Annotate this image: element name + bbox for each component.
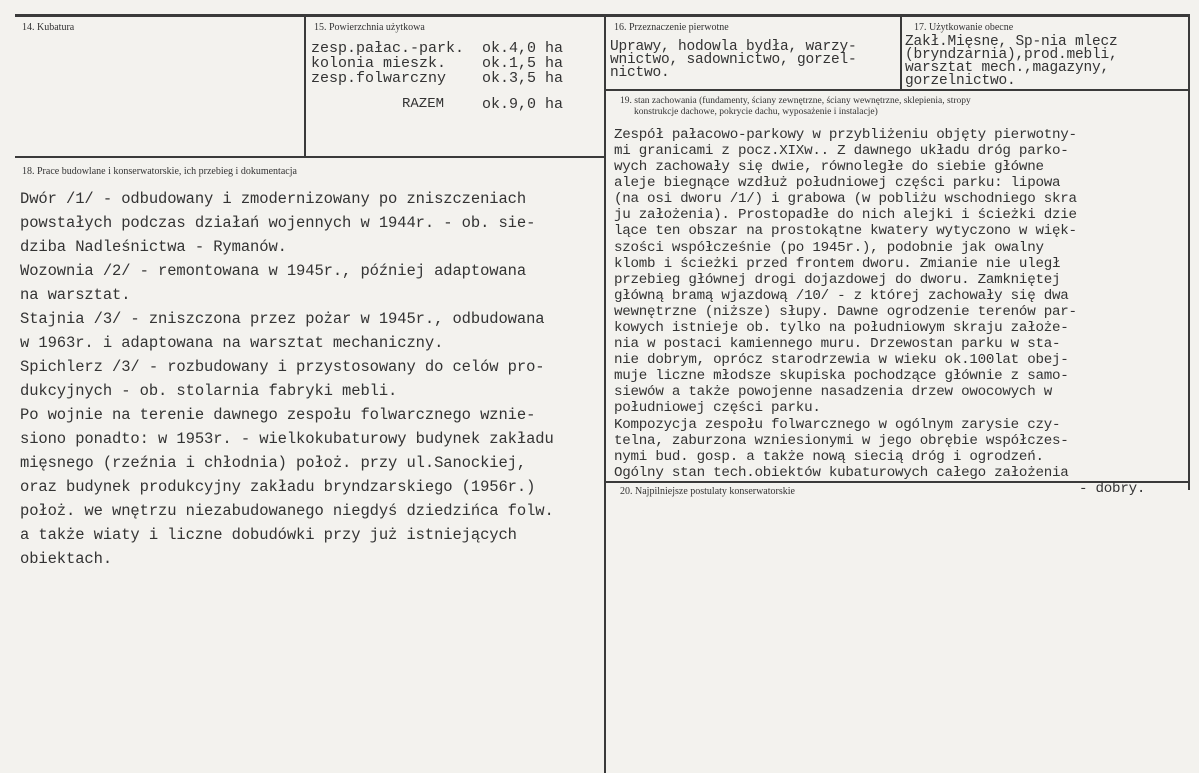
row-divider-upper: [15, 156, 605, 158]
text-line: na warsztat.: [20, 286, 131, 304]
text-line: nymi bud. gosp. a także nową siecią dróg i ogrodzeń.: [614, 449, 1044, 465]
text-line: kowych istnieje ob. tylko na południowym skraju założe-: [614, 320, 1069, 336]
text-line: dziba Nadleśnictwa - Rymanów.: [20, 238, 287, 256]
text-line: wnictwo, sadownictwo, gorzel-: [610, 52, 857, 68]
text-line: Zakł.Mięsne, Sp-nia mlecz: [905, 34, 1118, 50]
area-row-name: zesp.pałac.-park.: [311, 40, 465, 57]
row-divider-right: [605, 89, 1189, 91]
text-line: Stajnia /3/ - zniszczona przez pożar w 1945r., odbudowana: [20, 310, 545, 328]
text-line: Kompozycja zespołu folwarcznego w ogólnym zarysie czy-: [614, 417, 1061, 433]
field-17-label: 17. Użytkowanie obecne: [914, 22, 1014, 33]
text-line: Zespół pałacowo-parkowy w przybliżeniu objęty pierwotny-: [614, 127, 1077, 143]
text-line: przebieg głównej drogi dojazdowej do dworu. Zamkniętej: [614, 272, 1061, 288]
top-border: [15, 14, 1189, 17]
text-line: dukcyjnych - ob. stolarnia fabryki mebli.: [20, 382, 398, 400]
text-line: mi granicami z pocz.XIXw.. Z dawnego układu dróg parko-: [614, 143, 1069, 159]
text-line: wewnętrzne (niższe) słupy. Dawne ogrodzenie terenów par-: [614, 304, 1077, 320]
field-16-label: 16. Przeznaczenie pierwotne: [614, 22, 729, 33]
text-line: obiektach.: [20, 550, 113, 568]
text-line: (bryndzarnia),prod.mebli,: [905, 47, 1118, 63]
text-line: oraz budynek produkcyjny zakładu bryndzarskiego (1956r.): [20, 478, 536, 496]
area-row-value: ok.3,5 ha: [482, 70, 564, 87]
area-total-label: RAZEM: [402, 96, 445, 112]
text-line: ju założenia). Prostopadłe do nich alejki i ścieżki dzie: [614, 207, 1077, 223]
text-line: Wozownia /2/ - remontowana w 1945r., później adaptowana: [20, 262, 527, 280]
text-line: gorzelnictwo.: [905, 73, 1016, 89]
text-line: (na osi dworu /1/) i grabowa (w pobliżu wschodniego skra: [614, 191, 1077, 207]
field-15-label: 15. Powierzchnia użytkowa: [314, 22, 425, 33]
text-line: nictwo.: [610, 65, 670, 81]
field-18-label: 18. Prace budowlane i konserwatorskie, ich przebieg i dokumentacja: [22, 166, 297, 177]
area-row-name: kolonia mieszk.: [311, 55, 447, 72]
text-line: klomb i ścieżki przed frontem dworu. Zmianie nie uległ: [614, 256, 1061, 272]
text-line: siono ponadto: w 1953r. - wielkokubaturowy budynek zakładu: [20, 430, 554, 448]
text-line: w 1963r. i adaptowana na warsztat mechaniczny.: [20, 334, 444, 352]
text-line: mięsnego (rzeźnia i chłodnia) położ. przy ul.Sanockiej,: [20, 454, 527, 472]
text-line: główną bramą wjazdową /10/ - z której zachowały się dwa: [614, 288, 1069, 304]
field-19-label: 19. stan zachowania (fundamenty, ściany zewnętrzne, ściany wewnętrzne, sklepienia, stropy: [620, 96, 971, 106]
area-row-value: ok.1,5 ha: [482, 55, 564, 72]
area-row-name: zesp.folwarczny: [311, 70, 447, 87]
text-line: lące ten obszar na prostokątne kwatery wytyczono w więk-: [614, 223, 1077, 239]
text-line: warsztat mech.,magazyny,: [905, 60, 1110, 76]
col-divider-main: [604, 14, 606, 773]
area-total-value: ok.9,0 ha: [482, 96, 564, 113]
col-divider-f16-f17: [900, 14, 902, 90]
text-line: Dwór /1/ - odbudowany i zmodernizowany po zniszczeniach: [20, 190, 527, 208]
text-line: siewów a także powojenne nasadzenia drzew owocowych w: [614, 384, 1052, 400]
right-border: [1188, 14, 1190, 490]
text-line: szości współcześnie (po 1945r.), podobnie jak owalny: [614, 240, 1044, 256]
text-line: - dobry.: [1079, 481, 1146, 497]
text-line: telna, zaburzona wzniesionymi w jego obrębie współczes-: [614, 433, 1069, 449]
text-line: a także wiaty i liczne dobudówki przy już istniejących: [20, 526, 517, 544]
text-line: południowej części parku.: [614, 400, 821, 416]
text-line: Ogólny stan tech.obiektów kubaturowych całego założenia: [614, 465, 1069, 481]
field-14-label: 14. Kubatura: [22, 22, 75, 33]
text-line: nia w postaci kamiennego muru. Drzewostan parku w sta-: [614, 336, 1061, 352]
text-line: Spichlerz /3/ - rozbudowany i przystosowany do celów pro-: [20, 358, 545, 376]
field-19-label-cont: konstrukcje dachowe, pokrycie dachu, wyposażenie i instalacje): [634, 107, 878, 117]
text-line: Uprawy, hodowla bydła, warzy-: [610, 39, 857, 55]
text-line: muje liczne młodsze skupiska pochodzące głównie z samo-: [614, 368, 1069, 384]
text-line: położ. we wnętrzu niezabudowanego niegdyś dziedzińca folw.: [20, 502, 554, 520]
text-line: aleje biegnące wzdłuż południowej części parku: lipowa: [614, 175, 1061, 191]
text-line: powstałych podczas działań wojennych w 1944r. - ob. sie-: [20, 214, 536, 232]
text-line: nie dobrym, oprócz starodrzewia w wieku ok.100lat obej-: [614, 352, 1069, 368]
col-divider-f14-f15: [304, 14, 306, 157]
area-row-value: ok.4,0 ha: [482, 40, 564, 57]
text-line: wych zachowały się dwie, równoległe do siebie główne: [614, 159, 1044, 175]
text-line: Po wojnie na terenie dawnego zespołu folwarcznego wznie-: [20, 406, 536, 424]
field-20-label: 20. Najpilniejsze postulaty konserwatorskie: [620, 486, 795, 497]
